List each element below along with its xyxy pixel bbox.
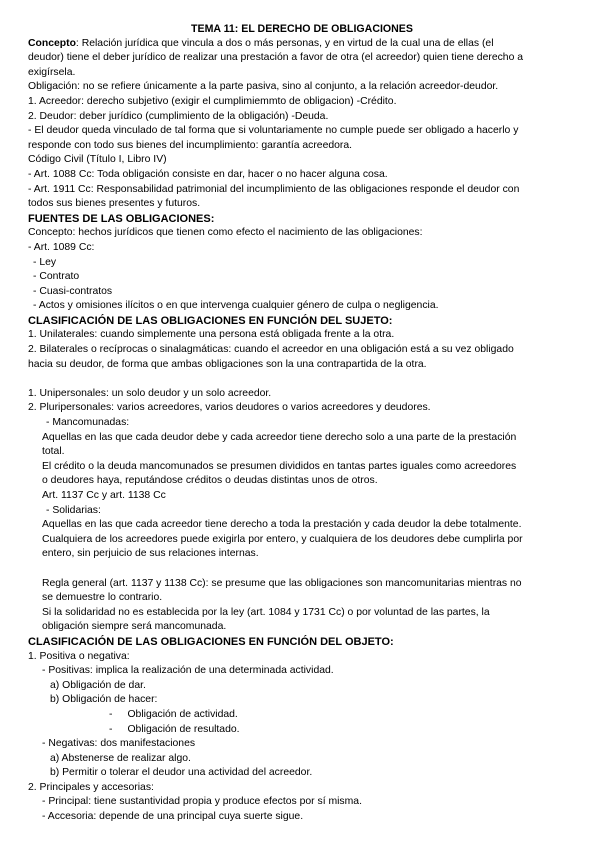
- fuentes-item: - Ley: [33, 256, 57, 268]
- blank-line: [28, 562, 576, 577]
- dash-bullet: -: [109, 708, 113, 720]
- regla-line: Si la solidaridad no es establecida por la ley (art. 1084 y 1731 Cc) o por voluntad de las partes, la: [42, 606, 490, 618]
- fuentes-art: - Art. 1089 Cc:: [28, 241, 95, 253]
- intro-line: responde con todo sus bienes del incumplimiento: garantía acreedora.: [28, 139, 353, 151]
- mancomunadas-line: total.: [42, 446, 65, 458]
- objeto-line: 1. Positiva o negativa:: [28, 650, 130, 662]
- objeto-abstenerse: a) Abstenerse de realizar algo.: [50, 752, 191, 764]
- intro-line: - El deudor queda vinculado de tal forma que si voluntariamente no cumple puede ser obligado a hacerlo y: [28, 125, 519, 137]
- regla-line: Regla general (art. 1137 y 1138 Cc): se presume que las obligaciones son mancomunitarias mientras no: [42, 577, 522, 589]
- sujeto-line: 2. Pluripersonales: varios acreedores, varios deudores o varios acreedores y deudores.: [28, 402, 431, 414]
- solidarias-line: Aquellas en las que cada acreedor tiene derecho a toda la prestación y cada deudor la debe totalmente.: [42, 519, 522, 531]
- concepto-line-3: exigírsela.: [28, 66, 76, 78]
- sujeto-line: 1. Unilaterales: cuando simplemente una persona está obligada frente a la otra.: [28, 329, 395, 341]
- objeto-hacer: b) Obligación de hacer:: [50, 694, 158, 706]
- mancomunadas-line: Art. 1137 Cc y art. 1138 Cc: [42, 490, 166, 501]
- fuentes-item: - Contrato: [33, 271, 80, 283]
- objeto-principal: - Principal: tiene sustantividad propia y produce efectos por sí misma.: [42, 796, 362, 808]
- intro-line: - Art. 1088 Cc: Toda obligación consiste en dar, hacer o no hacer alguna cosa.: [28, 168, 388, 180]
- sujeto-line: 1. Unipersonales: un solo deudor y un solo acreedor.: [28, 387, 272, 399]
- fuentes-item: - Actos y omisiones ilícitos o en que intervenga cualquier género de culpa o negligencia.: [33, 300, 439, 312]
- sujeto-heading: CLASIFICACIÓN DE LAS OBLIGACIONES EN FUNCIÓN DEL SUJETO:: [28, 314, 393, 327]
- fuentes-heading: FUENTES DE LAS OBLIGACIONES:: [28, 212, 215, 225]
- objeto-permitir: b) Permitir o tolerar el deudor una actividad del acreedor.: [50, 767, 313, 779]
- mancomunadas-line: El crédito o la deuda mancomunados se presumen divididos en tantas partes iguales como acreedores: [42, 460, 517, 472]
- objeto-negativas: - Negativas: dos manifestaciones: [42, 738, 196, 750]
- regla-line: obligación siempre será mancomunada.: [42, 621, 227, 633]
- mancomunadas-line: Aquellas en las que cada deudor debe y cada acreedor tiene derecho solo a una parte de la prestación: [42, 431, 517, 443]
- concepto-text: : Relación jurídica que vincula a dos o más personas, y en virtud de la cual una de ellas (el: [75, 37, 494, 49]
- intro-line: Obligación: no se refiere únicamente a la parte pasiva, sino al conjunto, a la relación acreedor-deudor.: [28, 81, 499, 93]
- intro-line: 1. Acreedor: derecho subjetivo (exigir el cumplimiemmto de obligacion) -Crédito.: [28, 95, 397, 107]
- dash-bullet: -: [109, 723, 113, 735]
- solidarias-line: entero, sin perjuicio de sus relaciones internas.: [42, 548, 259, 560]
- sujeto-line: 2. Bilaterales o recíprocas o sinalagmáticas: cuando el acreedor en una obligación está a su vez obligado: [28, 344, 514, 356]
- objeto-resultado: [28, 723, 576, 738]
- objeto-accesoria: - Accesoria: depende de una principal cuya suerte sigue.: [42, 811, 304, 823]
- objeto-line: 2. Principales y accesorias:: [28, 781, 154, 793]
- solidarias-label: - Solidarias:: [46, 504, 101, 516]
- concepto-label: Concepto: [28, 37, 76, 49]
- regla-line: se demuestre lo contrario.: [42, 592, 163, 604]
- objeto-resultado-text: Obligación de resultado.: [127, 723, 240, 735]
- mancomunadas-label: - Mancomunadas:: [46, 417, 130, 429]
- intro-line: 2. Deudor: deber jurídico (cumplimiento de la obligación) -Deuda.: [28, 110, 329, 122]
- intro-line: - Art. 1911 Cc: Responsabilidad patrimonial del incumplimiento de las obligaciones responde el deudor con: [28, 183, 520, 195]
- objeto-actividad-text: Obligación de actividad.: [127, 708, 238, 720]
- sujeto-line: hacia su deudor, de forma que ambas obligaciones son la una contrapartida de la otra.: [28, 358, 427, 370]
- mancomunadas-line: o deudores haya, reputándose créditos o deudas distintas unos de otros.: [42, 475, 378, 487]
- document-page: [28, 22, 576, 825]
- intro-line: todos sus bienes presentes y futuros.: [28, 198, 201, 210]
- objeto-actividad: [28, 708, 576, 723]
- concepto-line-1: [28, 37, 576, 52]
- objeto-heading: CLASIFICACIÓN DE LAS OBLIGACIONES EN FUNCIÓN DEL OBJETO:: [28, 635, 394, 648]
- fuentes-item: - Cuasi-contratos: [33, 285, 113, 297]
- objeto-positivas: - Positivas: implica la realización de una determinada actividad.: [42, 665, 334, 677]
- objeto-dar: a) Obligación de dar.: [50, 679, 146, 691]
- blank-line: [28, 372, 576, 387]
- solidarias-line: Cualquiera de los acreedores puede exigirla por entero, y cualquiera de los deudores debe cumplirla por: [42, 533, 523, 545]
- concepto-line-2: deudor) tiene el deber jurídico de realizar una prestación a favor de otra (el acreedor) quien tiene derecho a: [28, 52, 524, 64]
- document-title: TEMA 11: EL DERECHO DE OBLIGACIONES: [191, 23, 413, 35]
- fuentes-concepto: Concepto: hechos jurídicos que tienen como efecto el nacimiento de las obligaciones:: [28, 227, 423, 239]
- intro-line: Código Civil (Título I, Libro IV): [28, 154, 167, 166]
